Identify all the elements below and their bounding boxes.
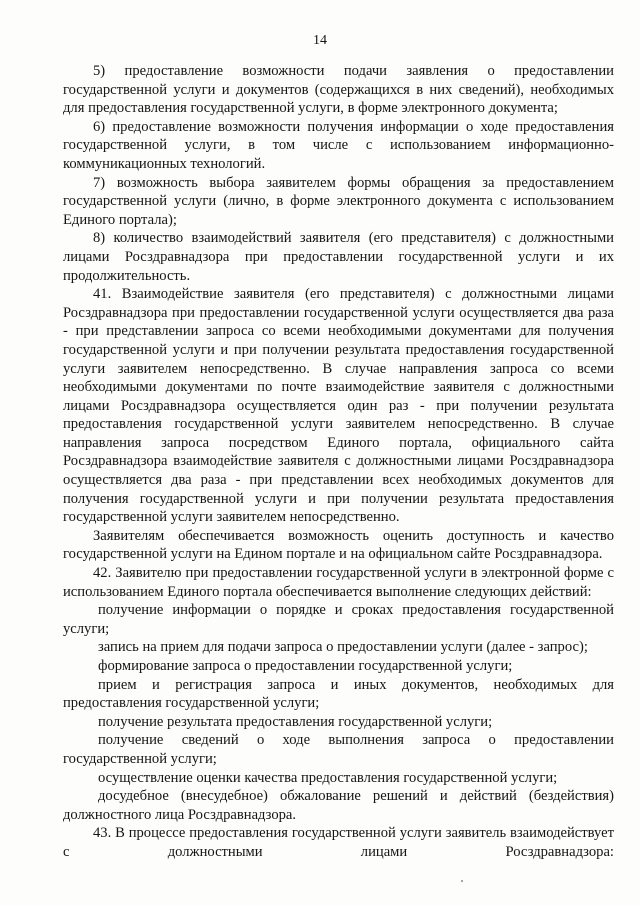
- document-body: [63, 62, 614, 862]
- list-item-status: получение сведений о ходе выполнения запроса о предоставлении государственной услуги;: [63, 732, 614, 767]
- scan-speck: [461, 880, 463, 882]
- paragraph-item-5: 5) предоставление возможности подачи заявления о предоставлении государственной услуги и документов (содержащихся в них сведений), необходимых для предоставления государственной услуги, в форме электронного документа;: [63, 63, 614, 117]
- paragraph-clause-42: 42. Заявителю при предоставлении государственной услуги в электронной форме с использованием Единого портала обеспечивается выполнение следующих действий:: [63, 565, 614, 600]
- paragraph-item-6: 6) предоставление возможности получения информации о ходе предоставления государственной услуги, в том числе с использованием информационно-коммуникационных технологий.: [63, 118, 614, 172]
- paragraph-item-8: 8) количество взаимодействий заявителя (его представителя) с должностными лицами Росздравнадзора при предоставлении государственной услуги и их продолжительность.: [63, 230, 614, 284]
- list-item-result: получение результата предоставления государственной услуги;: [98, 713, 493, 730]
- paragraph-quality-assessment: Заявителям обеспечивается возможность оценить доступность и качество государственной услуги на Едином портале и на официальном сайте Росздравнадзора.: [63, 527, 614, 563]
- list-item-information: получение информации о порядке и сроках предоставления государственной услуги;: [63, 602, 614, 637]
- list-item-registration: прием и регистрация запроса и иных документов, необходимых для предоставления государственной услуги;: [63, 676, 614, 712]
- list-item-appeal: досудебное (внесудебное) обжалование решений и действий (бездействия) должностного лица Росздравнадзора.: [63, 788, 614, 823]
- list-item-appointment: запись на прием для подачи запроса о предоставлении услуги (далее - запрос);: [98, 639, 588, 656]
- paragraph-clause-43: 43. В процессе предоставления государственной услуги заявитель взаимодействует с должностными лицами Росздравнадзора:: [63, 825, 614, 860]
- page-number: 14: [313, 33, 327, 48]
- paragraph-clause-41: 41. Взаимодействие заявителя (его представителя) с должностными лицами Росздравнадзора при предоставлении государственной услуги осуществляется два раза - при представлении запроса со всеми необходимыми документами для получения государственной услуги и при получении результата предоставления государственной услуги заявителем непосредственно. В случае направления запроса со всеми необходимыми документами по почте взаимодействие заявителя с должностными лицами Росздравнадзора осуществляется один раз - при получении результата предоставления государственной услуги заявителем непосредственно. В случае направления запроса посредством Единого портала, официального сайта Росздравнадзора взаимодействие заявителя с должностными лицами Росздравнадзора осуществляется два раза - при представлении всех необходимых документов для получения государственной услуги и при получении результата предоставления государственной услуги заявителем непосредственно.: [63, 286, 614, 526]
- paragraph-item-7: 7) возможность выбора заявителем формы обращения за предоставлением государственной услуги (лично, в форме электронного документа с использованием Единого портала);: [63, 174, 614, 228]
- list-item-quality: осуществление оценки качества предоставления государственной услуги;: [98, 769, 558, 786]
- list-item-request-forming: формирование запроса о предоставлении государственной услуги;: [98, 658, 513, 674]
